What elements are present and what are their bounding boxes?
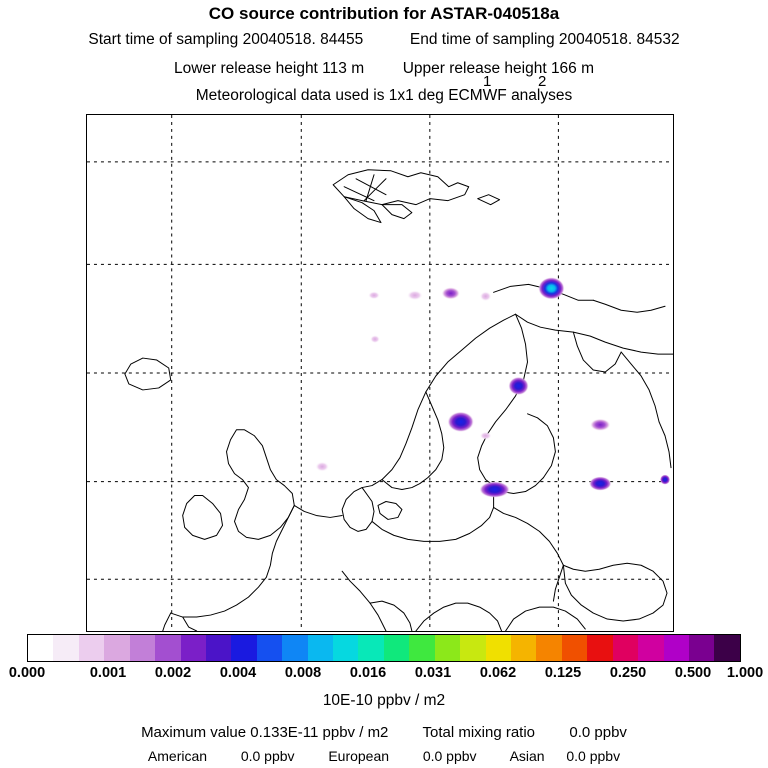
colorbar-segment [511,635,536,661]
max-value-label: Maximum value 0.133E-11 ppbv / m2 [141,724,389,741]
colorbar-segment [104,635,129,661]
colorbar-segment [435,635,460,661]
colorbar-segment [155,635,180,661]
colorbar-segment [638,635,663,661]
colorbar-segment [28,635,53,661]
colorbar-segment [562,635,587,661]
american-label: American [147,748,208,764]
colorbar-tick: 0.001 [89,665,127,681]
colorbar [27,634,741,662]
colorbar-tick: 0.016 [349,665,387,681]
start-time-label: Start time of sampling 20040518. 84455 [88,31,364,48]
colorbar-tick: 0.062 [479,665,517,681]
map-coastlines [125,170,673,631]
colorbar-tick-labels [0,665,768,683]
end-time-label: End time of sampling 20040518. 84532 [409,31,680,48]
footer-contributions-line [0,748,768,764]
colorbar-segment [714,635,739,661]
colorbar-segment [460,635,485,661]
page-title: CO source contribution for ASTAR-040518a [208,4,560,23]
colorbar-segment [384,635,409,661]
colorbar-segment [689,635,714,661]
footer-summary-line [0,724,768,741]
colorbar-segment [130,635,155,661]
colorbar-segment [308,635,333,661]
map-plot-area [86,114,674,632]
colorbar-segment [282,635,307,661]
total-mixing-ratio-label: Total mixing ratio [422,724,536,741]
asian-value: 0.0 ppbv [566,748,621,764]
colorbar-tick: 0.002 [154,665,192,681]
colorbar-segment [587,635,612,661]
colorbar-segment [664,635,689,661]
colorbar-unit-label: 10E-10 ppbv / m2 [322,692,446,709]
colorbar-tick: 0.031 [414,665,452,681]
map-corner-label-1: 1 [483,73,492,90]
colorbar-segment [613,635,638,661]
lower-release-height-label: Lower release height 113 m [173,60,365,77]
colorbar-segment [536,635,561,661]
colorbar-tick: 0.500 [674,665,712,681]
european-value: 0.0 ppbv [422,748,477,764]
american-value: 0.0 ppbv [240,748,295,764]
colorbar-segment [206,635,231,661]
total-mixing-ratio-value: 0.0 ppbv [569,724,627,741]
european-label: European [328,748,390,764]
map-gridlines [87,115,673,631]
colorbar-tick: 0.008 [284,665,322,681]
release-height-line [0,60,768,78]
colorbar-segment [486,635,511,661]
map-corner-label-2: 2 [538,73,547,90]
upper-release-height-label: Upper release height 166 m [402,60,595,77]
colorbar-segment [181,635,206,661]
asian-label: Asian [509,748,545,764]
colorbar-tick: 0.250 [609,665,647,681]
colorbar-tick: 0.125 [544,665,582,681]
colorbar-segment [231,635,256,661]
colorbar-segment [358,635,383,661]
colorbar-segment [79,635,104,661]
met-data-label: Meteorological data used is 1x1 deg ECMWF analyses [195,87,573,104]
sampling-time-line [0,31,768,49]
map-svg [87,115,673,631]
colorbar-segment [333,635,358,661]
colorbar-segment [257,635,282,661]
colorbar-tick: 0.004 [219,665,257,681]
colorbar-segment [53,635,78,661]
map-plume-overlay [315,277,670,497]
colorbar-segment [409,635,434,661]
colorbar-tick: 0.000 [8,665,46,681]
colorbar-tick: 1.000 [726,665,764,681]
